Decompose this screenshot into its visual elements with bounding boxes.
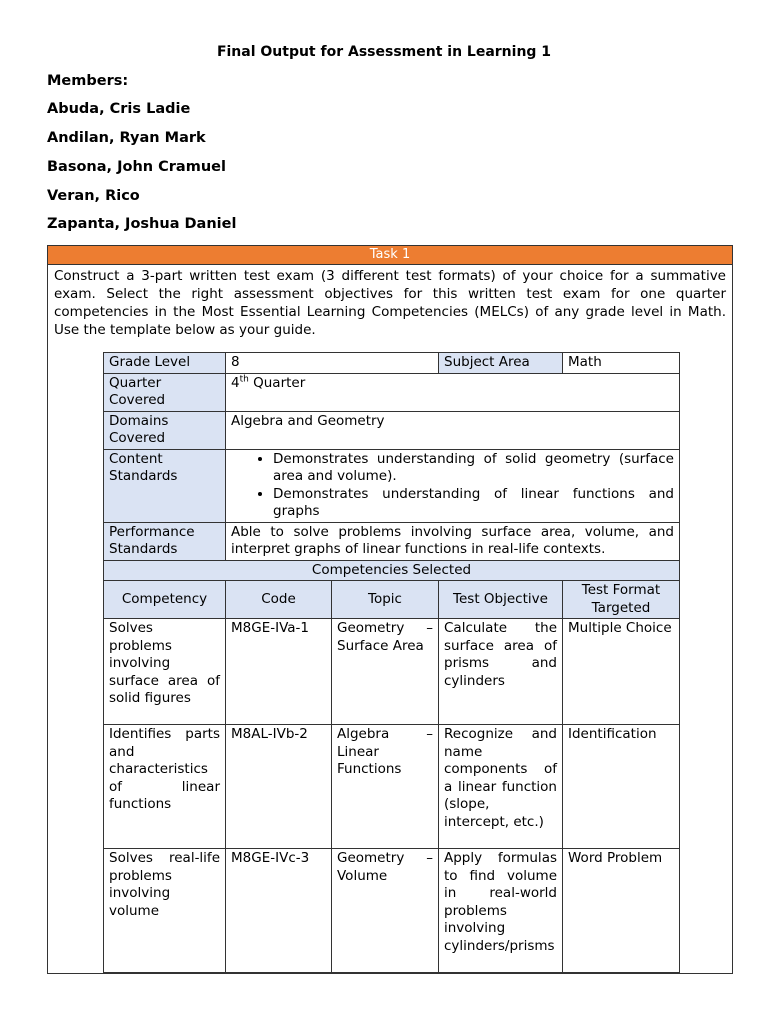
code-cell: M8AL-IVb-2	[226, 725, 332, 849]
column-header-test-objective: Test Objective	[439, 581, 563, 619]
member-name: Abuda, Cris Ladie	[47, 101, 191, 117]
column-header-row	[104, 581, 680, 619]
document-title: Final Output for Assessment in Learning 1	[216, 44, 552, 60]
column-header-code: Code	[226, 581, 332, 619]
table-row	[104, 725, 680, 849]
quarter-label: Quarter Covered	[104, 373, 226, 411]
table-row	[104, 619, 680, 725]
member-name: Basona, John Cramuel	[47, 159, 226, 175]
competencies-selected-row	[104, 560, 680, 581]
competencies-selected-heading: Competencies Selected	[104, 560, 680, 581]
objective-cell: Recognize and name components of a linear function (slope, intercept, etc.)	[439, 725, 563, 849]
task-box	[47, 245, 733, 974]
assessment-template-table	[103, 352, 680, 973]
code-cell: M8GE-IVc-3	[226, 849, 332, 973]
content-standards-label: Content Standards	[104, 449, 226, 522]
quarter-value: 4th Quarter	[226, 373, 680, 411]
format-cell: Identification	[563, 725, 680, 849]
member-name: Zapanta, Joshua Daniel	[47, 216, 237, 232]
competency-cell: Solves problems involving surface area of solid figures	[104, 619, 226, 725]
subject-area-value: Math	[563, 353, 680, 374]
task-header: Task 1	[48, 246, 732, 265]
grade-level-label: Grade Level	[104, 353, 226, 374]
topic-cell: Geometry – Surface Area	[332, 619, 439, 725]
topic-cell: Algebra – Linear Functions	[332, 725, 439, 849]
column-header-topic: Topic	[332, 581, 439, 619]
task-description: Construct a 3-part written test exam (3 different test formats) of your choice for a summative exam. Select the right assessment objectives for this written test exam for one quarter competencies in the Most Essential Learning Competencies (MELCs) of any grade level in Math. Use the template below as your guide.	[54, 268, 726, 338]
domains-row	[104, 411, 680, 449]
performance-standards-label: Performance Standards	[104, 522, 226, 560]
domains-value: Algebra and Geometry	[226, 411, 680, 449]
table-row	[104, 849, 680, 973]
subject-area-label: Subject Area	[439, 353, 563, 374]
content-standards-value	[226, 449, 680, 522]
format-cell: Multiple Choice	[563, 619, 680, 725]
content-standards-row	[104, 449, 680, 522]
code-cell: M8GE-IVa-1	[226, 619, 332, 725]
competency-cell: Identifies parts and characteristics of linear functions	[104, 725, 226, 849]
domains-label: Domains Covered	[104, 411, 226, 449]
column-header-test-format: Test Format Targeted	[563, 581, 680, 619]
performance-standards-row	[104, 522, 680, 560]
topic-cell: Geometry – Volume	[332, 849, 439, 973]
member-name: Andilan, Ryan Mark	[47, 130, 206, 146]
list-item: • Demonstrates understanding of linear functions and graphs	[273, 486, 674, 521]
list-item: • Demonstrates understanding of solid geometry (surface area and volume).	[273, 451, 674, 486]
competency-cell: Solves real-life problems involving volume	[104, 849, 226, 973]
grade-subject-row	[104, 353, 680, 374]
column-header-competency: Competency	[104, 581, 226, 619]
format-cell: Word Problem	[563, 849, 680, 973]
objective-cell: Calculate the surface area of prisms and cylinders	[439, 619, 563, 725]
quarter-row	[104, 373, 680, 411]
objective-cell: Apply formulas to find volume in real-world problems involving cylinders/prisms	[439, 849, 563, 973]
performance-standards-value: Able to solve problems involving surface area, volume, and interpret graphs of linear functions in real-life contexts.	[226, 522, 680, 560]
member-name: Veran, Rico	[47, 188, 140, 204]
grade-level-value: 8	[226, 353, 439, 374]
members-label: Members:	[47, 73, 129, 89]
